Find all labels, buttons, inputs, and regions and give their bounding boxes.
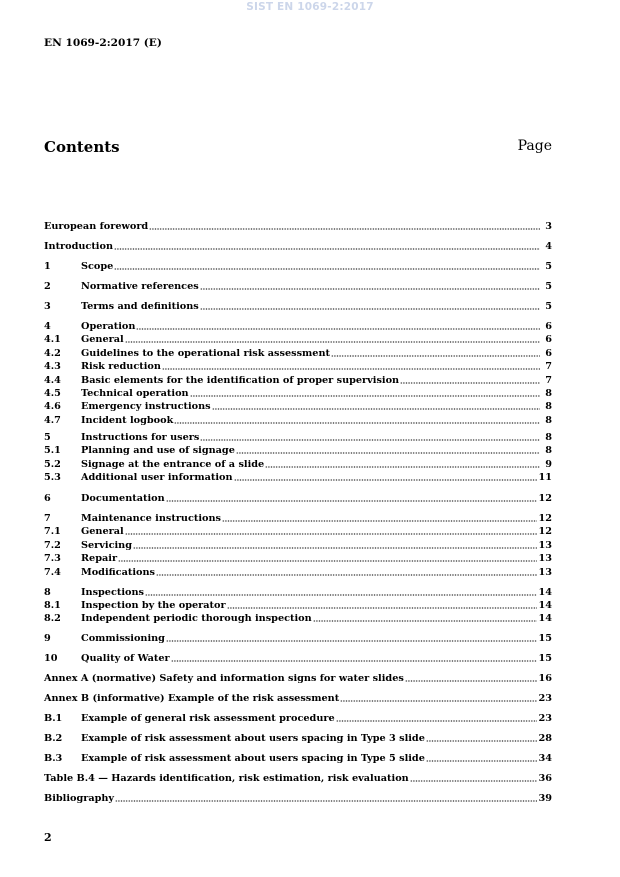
toc-entry-page: 23: [538, 713, 552, 724]
toc-entry-number: 9: [44, 633, 51, 644]
dot-leader: [212, 402, 540, 410]
toc-entry-page: 15: [538, 633, 552, 644]
toc-entry-title: Annex B (informative) Example of the risk assessment: [44, 693, 340, 704]
toc-entry-page: 12: [538, 526, 552, 537]
toc-entry-number: 6: [44, 493, 51, 504]
dot-leader: [265, 460, 540, 468]
toc-entry-page: 6: [545, 334, 552, 345]
toc-entry-number: B.1: [44, 713, 63, 724]
toc-entry-page: 28: [538, 733, 552, 744]
toc-entry-title: Commissioning: [81, 633, 165, 644]
toc-entry-page: 6: [545, 321, 552, 332]
toc-entry[interactable]: [44, 586, 552, 599]
toc-entry[interactable]: [44, 240, 552, 253]
toc-entry-number: 3: [44, 301, 51, 312]
toc-entry-title: Planning and use of signage: [81, 445, 235, 456]
toc-entry-title: Servicing: [81, 540, 132, 551]
document-id: EN 1069-2:2017 (E): [44, 37, 162, 49]
page-number: 2: [44, 831, 52, 844]
toc-entry-page: 13: [538, 567, 552, 578]
toc-entry-number: 5.3: [44, 472, 61, 483]
toc-entry-title: Maintenance instructions: [81, 513, 221, 524]
toc-entry-title: Terms and definitions: [81, 301, 199, 312]
contents-heading: Contents: [44, 138, 120, 156]
dot-leader: [331, 349, 540, 357]
toc-entry-title: Repair: [81, 553, 118, 564]
toc-entry-number: 7.4: [44, 567, 61, 578]
toc-entry-page: 3: [545, 221, 552, 232]
toc-entry[interactable]: [44, 525, 552, 538]
toc-entry[interactable]: [44, 374, 552, 387]
dot-leader: [145, 588, 537, 596]
dot-leader: [222, 514, 537, 522]
toc-entry[interactable]: [44, 400, 552, 413]
dot-leader: [426, 734, 537, 742]
toc-entry-page: 14: [538, 600, 552, 611]
toc-entry-page: 5: [545, 261, 552, 272]
toc-entry[interactable]: [44, 387, 552, 400]
toc-entry[interactable]: [44, 732, 552, 745]
toc-entry[interactable]: [44, 772, 552, 785]
toc-entry-number: 5.2: [44, 459, 61, 470]
dot-leader: [156, 568, 537, 576]
toc-entry-page: 8: [545, 432, 552, 443]
toc-entry-page: 34: [538, 753, 552, 764]
toc-entry-number: 7.2: [44, 540, 61, 551]
toc-entry-number: 4.5: [44, 388, 61, 399]
dot-leader: [114, 262, 540, 270]
toc-entry-title: Documentation: [81, 493, 165, 504]
dot-leader: [336, 714, 537, 722]
toc-entry-number: 10: [44, 653, 58, 664]
toc-entry-page: 7: [545, 375, 552, 386]
toc-entry-number: 8.1: [44, 600, 61, 611]
toc-entry-title: Signage at the entrance of a slide: [81, 459, 265, 470]
toc-entry-title: Example of risk assessment about users spacing in Type 5 slide: [81, 753, 425, 764]
toc-entry-page: 13: [538, 540, 552, 551]
toc-entry-page: 8: [545, 415, 552, 426]
toc-entry-title: Introduction: [44, 241, 113, 252]
dot-leader: [125, 527, 537, 535]
toc-entry-number: 4.7: [44, 415, 61, 426]
toc-entry-title: Additional user information: [81, 472, 233, 483]
toc-entry-title: Scope: [81, 261, 114, 272]
toc-entry[interactable]: [44, 792, 552, 805]
toc-entry-title: Inspection by the operator: [81, 600, 226, 611]
toc-entry[interactable]: [44, 300, 552, 313]
toc-entry-title: Basic elements for the identification of proper supervision: [81, 375, 400, 386]
toc-entry-number: 8.2: [44, 613, 61, 624]
dot-leader: [166, 494, 537, 502]
toc-entry[interactable]: [44, 220, 552, 233]
toc-entry-title: Technical operation: [81, 388, 189, 399]
toc-entry[interactable]: [44, 552, 552, 565]
toc-entry-page: 8: [545, 388, 552, 399]
toc-entry-number: 4.6: [44, 401, 61, 412]
toc-entry-number: 1: [44, 261, 51, 272]
toc-entry-title: Emergency instructions: [81, 401, 211, 412]
toc-entry[interactable]: [44, 652, 552, 665]
dot-leader: [171, 654, 537, 662]
dot-leader: [405, 674, 537, 682]
toc-entry[interactable]: [44, 712, 552, 725]
toc-entry-number: 5: [44, 432, 51, 443]
dot-leader: [200, 433, 540, 441]
toc-entry-title: Annex A (normative) Safety and information signs for water slides: [44, 673, 404, 684]
toc-entry-title: Operation: [81, 321, 136, 332]
toc-entry-title: Guidelines to the operational risk assessment: [81, 348, 330, 359]
dot-leader: [136, 322, 540, 330]
toc-entry-title: Example of general risk assessment procedure: [81, 713, 335, 724]
toc-entry-page: 13: [538, 553, 552, 564]
toc-entry[interactable]: [44, 539, 552, 552]
toc-entry-title: Risk reduction: [81, 361, 161, 372]
dot-leader: [200, 302, 540, 310]
dot-leader: [118, 554, 536, 562]
dot-leader: [236, 446, 540, 454]
toc-entry-page: 8: [545, 445, 552, 456]
toc-entry-number: 7.3: [44, 553, 61, 564]
toc-entry-page: 12: [538, 513, 552, 524]
dot-leader: [114, 242, 540, 250]
toc-entry-number: 7.1: [44, 526, 61, 537]
toc-entry-number: 7: [44, 513, 51, 524]
toc-entry-title: Quality of Water: [81, 653, 170, 664]
dot-leader: [400, 376, 540, 384]
toc-entry-number: 8: [44, 587, 51, 598]
toc-entry-title: Bibliography: [44, 793, 115, 804]
toc-entry-title: European foreword: [44, 221, 149, 232]
toc-entry[interactable]: [44, 599, 552, 612]
toc-entry-number: 4: [44, 321, 51, 332]
toc-entry-title: General: [81, 526, 124, 537]
dot-leader: [313, 614, 537, 622]
dot-leader: [166, 634, 537, 642]
toc-entry[interactable]: [44, 752, 552, 765]
toc-entry[interactable]: [44, 471, 552, 484]
toc-entry-number: B.3: [44, 753, 63, 764]
dot-leader: [149, 222, 540, 230]
toc-entry[interactable]: [44, 333, 552, 346]
toc-entry-title: Modifications: [81, 567, 155, 578]
toc-entry-title: Inspections: [81, 587, 144, 598]
dot-leader: [200, 282, 540, 290]
toc-entry[interactable]: [44, 632, 552, 645]
toc-entry[interactable]: [44, 672, 552, 685]
toc-entry-number: 4.4: [44, 375, 61, 386]
toc-entry[interactable]: [44, 492, 552, 505]
toc-entry-title: Normative references: [81, 281, 199, 292]
toc-entry-page: 36: [538, 773, 552, 784]
toc-entry-page: 8: [545, 401, 552, 412]
dot-leader: [234, 473, 537, 481]
dot-leader: [174, 416, 540, 424]
dot-leader: [426, 754, 537, 762]
toc-entry[interactable]: [44, 458, 552, 471]
toc-entry-title: Table B.4 — Hazards identification, risk estimation, risk evaluation: [44, 773, 409, 784]
toc-entry[interactable]: [44, 692, 552, 705]
dot-leader: [115, 794, 536, 802]
dot-leader: [133, 541, 537, 549]
toc-entry[interactable]: [44, 431, 552, 444]
toc-entry-title: Independent periodic thorough inspection: [81, 613, 312, 624]
toc-entry-page: 5: [545, 281, 552, 292]
toc-entry[interactable]: [44, 612, 552, 625]
toc-entry-page: 12: [538, 493, 552, 504]
page-column-label: Page: [517, 138, 552, 154]
toc-entry-page: 14: [538, 613, 552, 624]
toc-entry-number: 4.3: [44, 361, 61, 372]
toc-entry-number: 2: [44, 281, 51, 292]
toc-entry-number: 4.1: [44, 334, 61, 345]
dot-leader: [227, 601, 537, 609]
toc-entry[interactable]: [44, 512, 552, 525]
toc-entry[interactable]: [44, 444, 552, 457]
toc-entry[interactable]: [44, 360, 552, 373]
dot-leader: [340, 694, 536, 702]
dot-leader: [125, 335, 540, 343]
dot-leader: [190, 389, 540, 397]
toc-entry[interactable]: [44, 260, 552, 273]
toc-entry-title: Incident logbook: [81, 415, 174, 426]
toc-entry-page: 15: [538, 653, 552, 664]
toc-entry[interactable]: [44, 280, 552, 293]
toc-entry[interactable]: [44, 414, 552, 427]
toc-entry-number: B.2: [44, 733, 63, 744]
toc-entry-page: 16: [538, 673, 552, 684]
toc-entry-number: 4.2: [44, 348, 61, 359]
toc-entry-title: Example of risk assessment about users spacing in Type 3 slide: [81, 733, 425, 744]
toc-entry-page: 39: [538, 793, 552, 804]
dot-leader: [162, 362, 540, 370]
toc-entry-page: 7: [545, 361, 552, 372]
dot-leader: [410, 774, 537, 782]
toc-entry-page: 9: [545, 459, 552, 470]
toc-entry-page: 23: [538, 693, 552, 704]
toc-entry-page: 14: [538, 587, 552, 598]
toc-entry-page: 6: [545, 348, 552, 359]
toc-entry-title: General: [81, 334, 124, 345]
toc-entry-page: 11: [538, 472, 552, 483]
toc-entry[interactable]: [44, 347, 552, 360]
toc-entry-page: 5: [545, 301, 552, 312]
toc-entry-number: 5.1: [44, 445, 61, 456]
toc-entry-title: Instructions for users: [81, 432, 200, 443]
toc-entry[interactable]: [44, 320, 552, 333]
watermark: SIST EN 1069-2:2017: [246, 1, 374, 13]
toc-entry-page: 4: [545, 241, 552, 252]
toc-entry[interactable]: [44, 566, 552, 579]
